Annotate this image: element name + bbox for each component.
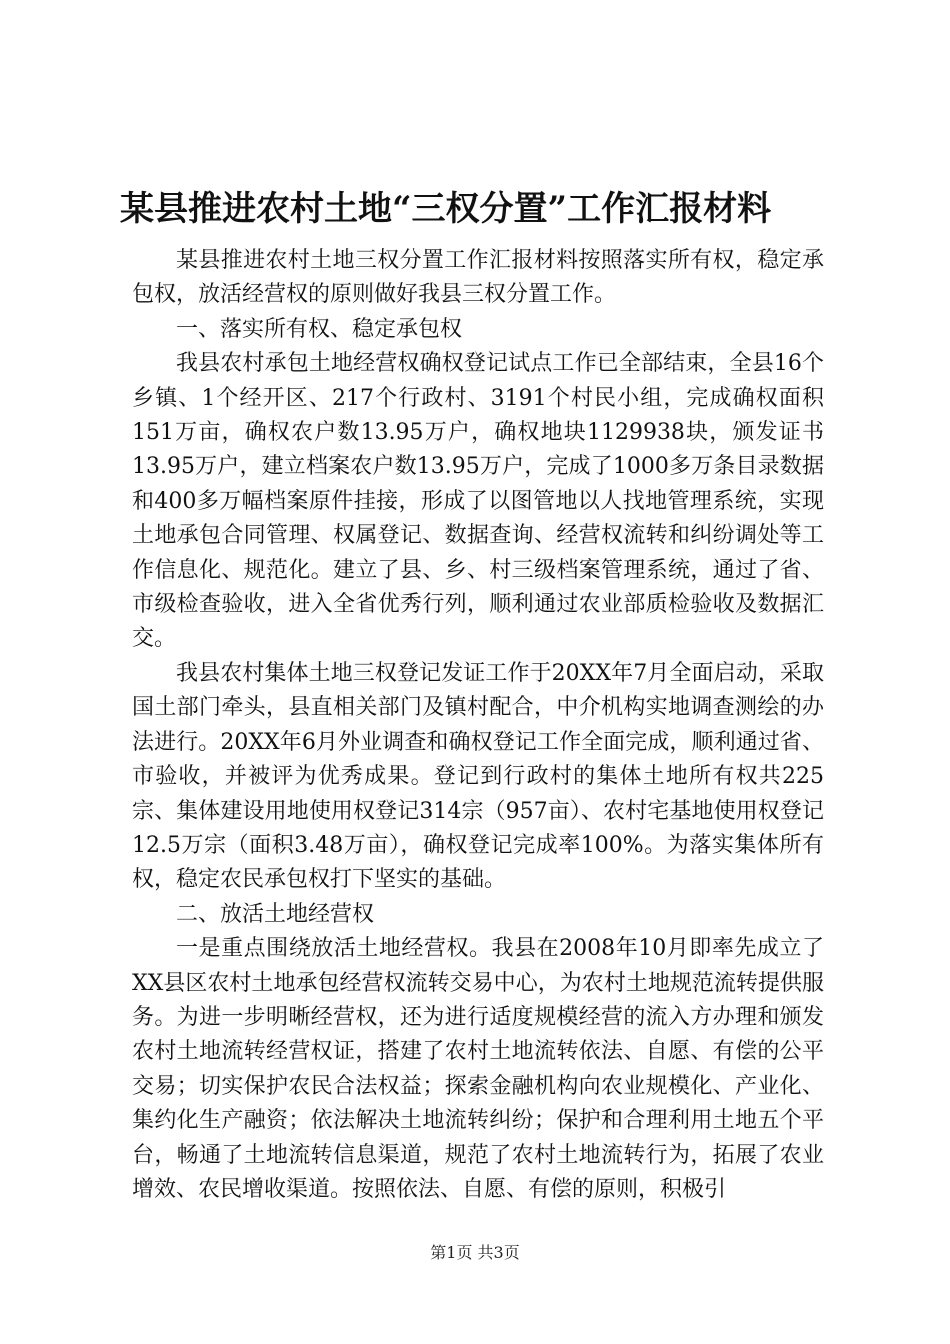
section-heading-2: 二、放活土地经营权 — [176, 901, 375, 927]
paragraph-collective-land: 我县农村集体土地三权登记发证工作于20XX年7月全面启动，采取国土部门牵头，县直相关部门及镇村配合，中介机构实地调查测绘的办法进行。20XX年6月外业调查和确权登记工作全面完成，顺利通过省、市验收，并被评为优秀成果。登记到行政村的集体土地所有权共225宗、集体建设用地使用权登记314宗（957亩）、农村宅基地使用权登记12.5万宗（面积3.48万亩），确权登记完成率100%。为落实集体所有权，稳定农民承包权打下坚实的基础。 — [132, 660, 824, 893]
document-title: 某县推进农村土地“三权分置”工作汇报材料 — [120, 189, 772, 229]
document-body — [132, 244, 824, 1207]
page-indicator: 第1页 共3页 — [430, 1243, 520, 1262]
paragraph-management-rights: 一是重点围绕放活土地经营权。我县在2008年10月即率先成立了XX县区农村土地承包经营权流转交易中心，为农村土地规范流转提供服务。为进一步明晰经营权，还为进行适度规模经营的流入方办理和颁发农村土地流转经营权证，搭建了农村土地流转依法、自愿、有偿的公平交易；切实保护农民合法权益；探索金融机构向农业规模化、产业化、集约化生产融资；依法解决土地流转纠纷；保护和合理利用土地五个平台，畅通了土地流转信息渠道，规范了农村土地流转行为，拓展了农业增效、农民增收渠道。按照依法、自愿、有偿的原则，积极引 — [132, 936, 824, 1202]
paragraph-contract-rights: 我县农村承包土地经营权确权登记试点工作已全部结束，全县16个乡镇、1个经开区、217个行政村、3191个村民小组，完成确权面积151万亩，确权农户数13.95万户，确权地块1129938块，颁发证书13.95万户，建立档案农户数13.95万户，完成了1000多万条目录数据和400多万幅档案原件挂接，形成了以图管地以人找地管理系统，实现土地承包合同管理、权属登记、数据查询、经营权流转和纠纷调处等工作信息化、规范化。建立了县、乡、村三级档案管理系统，通过了省、市级检查验收，进入全省优秀行列，顺利通过农业部质检验收及数据汇交。 — [132, 351, 824, 652]
paragraph-intro: 某县推进农村土地三权分置工作汇报材料按照落实所有权，稳定承包权，放活经营权的原则做好我县三权分置工作。 — [132, 248, 824, 308]
section-heading-1: 一、落实所有权、稳定承包权 — [176, 316, 463, 342]
